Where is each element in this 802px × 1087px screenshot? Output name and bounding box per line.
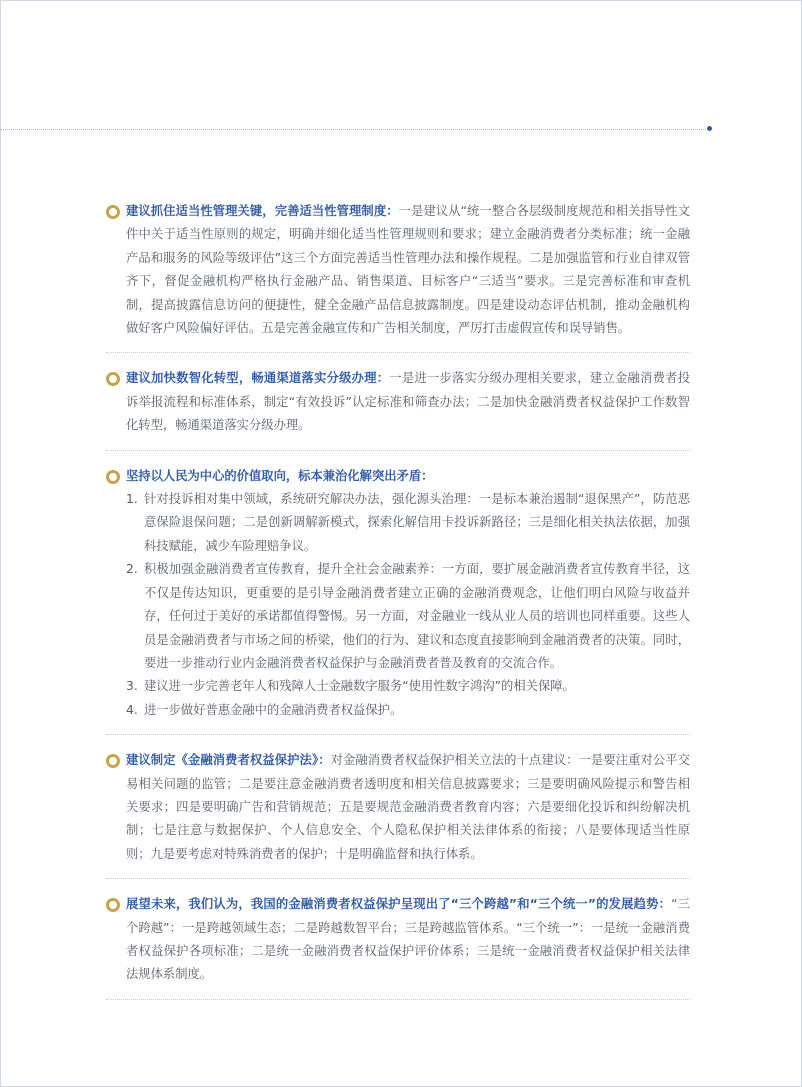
section-paragraph (106, 749, 690, 866)
section-body: 对金融消费者权益保护相关立法的十点建议：一是要注重对公平交易相关问题的监管；二是要注意金融消费者透明度和相关信息披露要求；三是要明确风险提示和警告相关要求；四是要明确广告和营销规范；五是要规范金融消费者教育内容；六是要细化投诉和纠纷解决机制；七是注意与数据保护、个人信息安全、个人隐私保护相关法律体系的衔接；八是要体现适当性原则；九是要考虑对特殊消费者的保护；十是明确监督和执行体系。 (126, 753, 690, 861)
section-paragraph (106, 465, 690, 488)
section-suitability-management (106, 200, 690, 353)
list-item-number: 1. (126, 492, 138, 507)
header-dotted-rule (0, 129, 706, 130)
section-body: 一是建议从“统一整合各层级制度规范和相关指导性文件中关于适当性原则的规定，明确并细化适当性管理规则和要求；建立金融消费者分类标准；统一金融产品和服务的风险等级评估”这三个方面完善适当性管理办法和操作规程。二是加强监管和行业自律双管齐下，督促金融机构严格执行金融产品、销售渠道、目标客户“三适当”要求。三是完善标准和审查机制，提高披露信息访问的便捷性，健全金融产品信息披露制度。四是建设动态评估机制，推动金融机构做好客户风险偏好评估。五是完善金融宣传和广告相关制度，严厉打击虚假宣传和误导销售。 (126, 204, 690, 336)
list-item-number: 2. (126, 562, 138, 577)
list-item-number: 4. (126, 702, 138, 717)
section-people-centered (106, 465, 690, 735)
section-paragraph (106, 200, 690, 340)
numbered-list (106, 488, 690, 722)
section-digital-transformation (106, 367, 690, 450)
header-rule-end-dot (707, 126, 712, 131)
section-heading: 建议加快数智化转型，畅通渠道落实分级办理： (126, 371, 390, 386)
section-body: “三个跨越”：一是跨越领域生态；二是跨越数智平台；三是跨越监管体系。“三个统一”：一是统一金融消费者权益保护各项标准；二是统一金融消费者权益保护评价体系；三是统一金融消费者权益保护相关法律法规体系制度。 (126, 897, 690, 982)
section-heading: 建议制定《金融消费者权益保护法》： (126, 753, 331, 768)
section-heading: 展望未来，我们认为，我国的金融消费者权益保护呈现出了“三个跨越”和“三个统一”的发展趋势： (126, 897, 672, 912)
list-item (126, 558, 690, 675)
list-item (126, 675, 690, 698)
section-heading: 坚持以人民为中心的价值取向，标本兼治化解突出矛盾： (126, 468, 434, 483)
section-paragraph (106, 893, 690, 987)
list-item-text: 针对投诉相对集中领域，系统研究解决办法，强化源头治理：一是标本兼治遏制“退保黑产”，防范恶意保险退保问题；二是创新调解新模式，探索化解信用卡投诉新路径；三是细化相关执法依据，加强科技赋能，减少车险理赔争议。 (144, 492, 690, 553)
list-item-text: 进一步做好普惠金融中的金融消费者权益保护。 (144, 702, 403, 717)
section-paragraph (106, 367, 690, 437)
section-heading: 建议抓住适当性管理关键，完善适当性管理制度： (126, 204, 399, 218)
section-body: 一是进一步落实分级办理相关要求，建立金融消费者投诉举报流程和标准体系，制定“有效投诉”认定标准和筛查办法；二是加快金融消费者权益保护工作数智化转型，畅通渠道落实分级办理。 (126, 371, 690, 433)
section-protection-law (106, 749, 690, 879)
ring-bullet-icon (106, 205, 120, 219)
section-outlook (106, 893, 690, 1000)
list-item-number: 3. (126, 679, 138, 694)
recommendations-content (106, 200, 690, 1014)
list-item (126, 488, 690, 558)
list-item-text: 积极加强金融消费者宣传教育，提升全社会金融素养：一方面，要扩展金融消费者宣传教育半径，这不仅是传达知识，更重要的是引导金融消费者建立正确的金融消费观念，让他们明白风险与收益并存，任何过于美好的承诺都值得警惕。另一方面，对金融业一线从业人员的培训也同样重要。这些人员是金融消费者与市场之间的桥梁，他们的行为、建议和态度直接影响到金融消费者的决策。同时，要进一步推动行业内金融消费者权益保护与金融消费者普及教育的交流合作。 (144, 562, 690, 670)
ring-bullet-icon (106, 470, 120, 484)
list-item (126, 699, 690, 722)
list-item-text: 建议进一步完善老年人和残障人士金融数字服务“使用性数字鸿沟”的相关保障。 (144, 679, 575, 694)
